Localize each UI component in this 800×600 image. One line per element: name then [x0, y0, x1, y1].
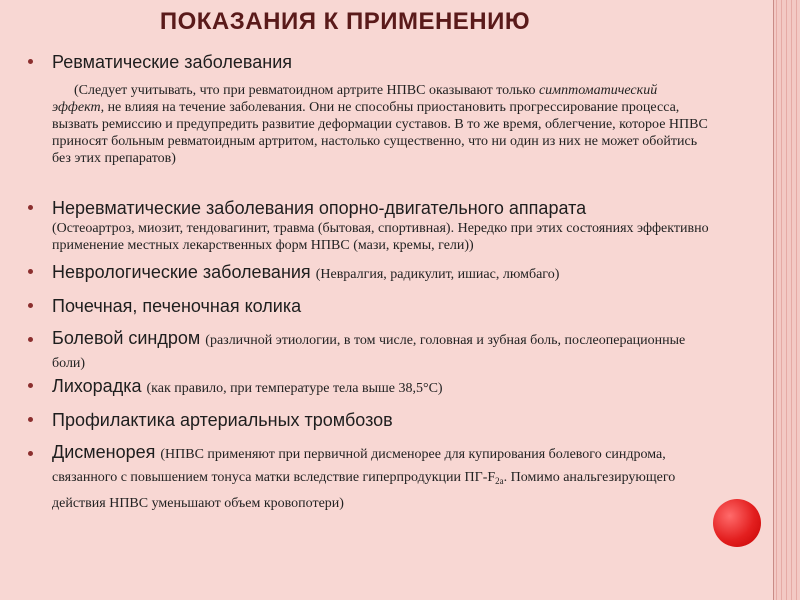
item-line — [52, 374, 712, 401]
item-line — [52, 328, 712, 374]
item-note — [52, 82, 712, 167]
item-label: Ревматические заболевания — [52, 52, 293, 72]
indications-list — [22, 50, 712, 511]
list-item-nonrheumatic — [22, 196, 712, 256]
right-decorative-border — [773, 0, 800, 600]
item-label: Лихорадка — [52, 376, 142, 396]
list-item-colic — [22, 294, 712, 324]
item-note-italic: симптоматический эффект — [52, 83, 658, 115]
red-circle-icon — [713, 499, 761, 547]
item-note-part2: , не влияя на течение заболевания. Они не способны приостановить прогрессирование процесса, вызвать ремиссию и предупредить развитие деформации суставов. В то же время, облегчение, которое НПВС приносят больным ревматоидным артритом, настолько существенно, что ни один из них не может обойтись без этих препаратов) — [52, 100, 708, 166]
item-label: Неврологические заболевания — [52, 262, 311, 282]
item-line — [52, 442, 712, 514]
item-label: Профилактика артериальных тромбозов — [52, 410, 393, 430]
item-note-part2: . Помимо анальгезирующего действия НПВС уменьшают объем кровопотери) — [52, 470, 676, 511]
item-note-subscript: 2a — [495, 476, 504, 486]
bullet-icon — [28, 417, 33, 422]
slide-title: ПОКАЗАНИЯ К ПРИМЕНЕНИЮ — [159, 8, 531, 35]
bullet-icon — [28, 269, 33, 274]
item-note: (различной этиологии, в том числе, головная и зубная боль, послеоперационные боли) — [52, 333, 686, 371]
item-label: Почечная, печеночная колика — [52, 296, 302, 316]
item-label: Болевой синдром — [52, 328, 201, 348]
list-item-dysmenorrhea — [22, 442, 712, 511]
bullet-icon — [28, 59, 33, 64]
item-label: Дисменорея — [52, 442, 156, 462]
item-note: (как правило, при температуре тела выше 38,5°С) — [146, 381, 443, 396]
bullet-icon — [28, 205, 33, 210]
item-label: Неревматические заболевания опорно-двигательного аппарата — [52, 198, 587, 218]
list-item-pain — [22, 328, 712, 370]
bullet-icon — [28, 303, 33, 308]
item-note-part1: (Следует учитывать, что при ревматоидном артрите НПВС оказывают только — [74, 83, 539, 98]
list-item-neurological — [22, 260, 712, 290]
bullet-icon — [28, 451, 33, 456]
list-item-thrombosis — [22, 408, 712, 438]
item-note: (Остеоартроз, миозит, тендовагинит, травма (бытовая, спортивная). Нередко при этих состояниях эффективно применение местных лекарственных форм НПВС (мази, кремы, гели)) — [52, 221, 709, 253]
item-note: (Невралгия, радикулит, ишиас, люмбаго) — [315, 267, 560, 282]
list-item-rheumatic — [22, 50, 712, 192]
item-line — [52, 260, 712, 287]
list-item-fever — [22, 374, 712, 404]
item-note-part1: (НПВС применяют при первичной дисменорее для купирования болевого синдрома, связанного с повышением тонуса матки вследствие гиперпродукции ПГ-F — [52, 447, 666, 485]
bullet-icon — [28, 337, 33, 342]
bullet-icon — [28, 383, 33, 388]
